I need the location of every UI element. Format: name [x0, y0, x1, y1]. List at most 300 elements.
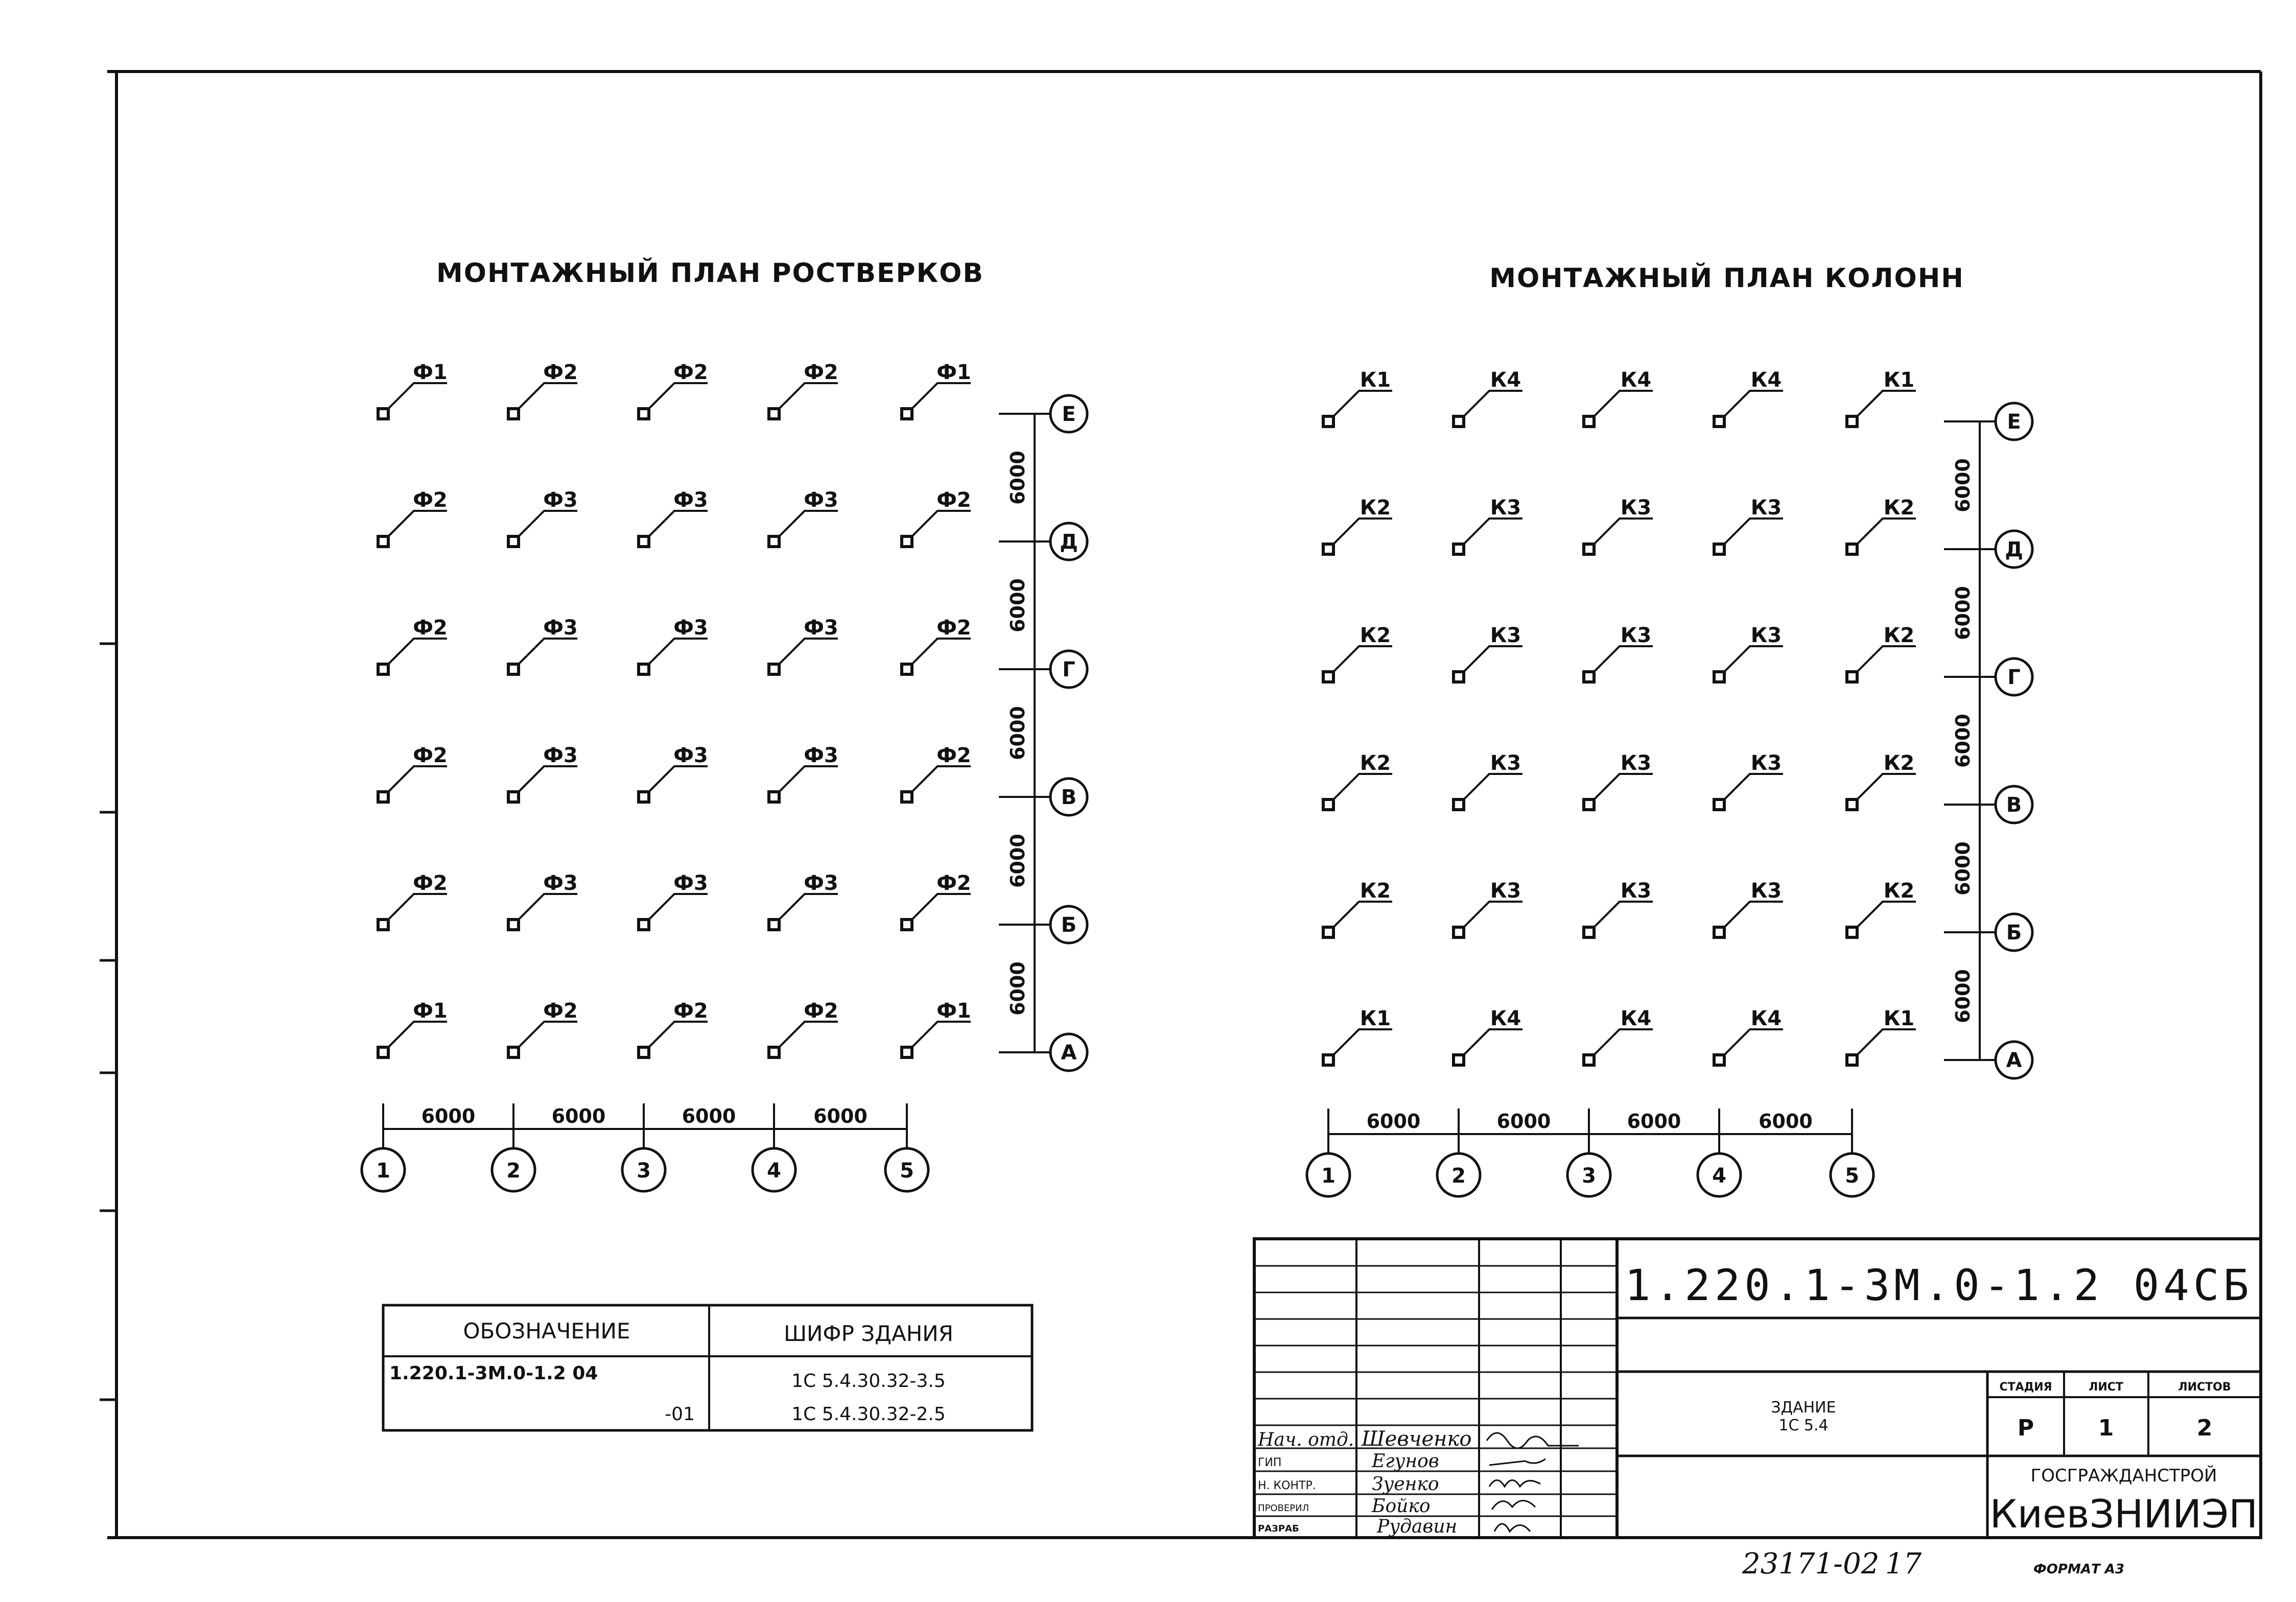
leader-line [911, 511, 971, 537]
element-square [378, 409, 388, 419]
element-square [1454, 927, 1464, 937]
grid-element [1323, 751, 1392, 810]
element-mark-label: Ф1 [936, 999, 971, 1023]
leader-line [1856, 1029, 1916, 1056]
element-mark-label: Ф2 [543, 999, 578, 1023]
column-dimension-label: 6000 [1759, 1110, 1813, 1133]
column-axis-label: 4 [767, 1159, 781, 1183]
element-mark-label: Ф3 [543, 488, 578, 512]
element-square [902, 920, 912, 930]
leader-line [1463, 646, 1522, 673]
grid-element [1584, 751, 1653, 810]
leader-line [648, 383, 708, 410]
organization-line2: КиевЗНИИЭП [1989, 1491, 2258, 1537]
foundation-plan-title: МОНТАЖНЫЙ ПЛАН РОСТВЕРКОВ [436, 258, 984, 289]
element-square [1323, 799, 1333, 810]
element-mark-label: Ф2 [936, 488, 971, 512]
column-plan [1307, 368, 2032, 1196]
person-role: Нач. отд. [1258, 1429, 1354, 1450]
column-axis-label: 5 [900, 1159, 914, 1183]
row-axis-label: Д [2005, 538, 2023, 561]
title-block [1254, 1239, 2261, 1538]
element-square [378, 664, 388, 674]
sheet-value: 1 [2098, 1415, 2114, 1441]
leader-line [1332, 391, 1392, 417]
element-mark-label: Ф2 [936, 616, 971, 640]
element-mark-label: Ф3 [673, 488, 708, 512]
grid-element [1454, 879, 1522, 937]
grid-element [378, 361, 448, 419]
element-square [639, 536, 649, 547]
leader-line [518, 383, 577, 410]
element-mark-label: К3 [1620, 496, 1652, 520]
element-square [1323, 927, 1333, 937]
leader-line [1463, 774, 1522, 800]
element-square [1847, 799, 1857, 810]
leader-line [778, 511, 838, 537]
column-plan-title: МОНТАЖНЫЙ ПЛАН КОЛОНН [1489, 263, 1964, 294]
leader-line [1332, 646, 1392, 673]
column-dimension-label: 6000 [1366, 1110, 1421, 1133]
column-dimension-label: 6000 [1627, 1110, 1681, 1133]
row-axis-label: Е [2007, 410, 2021, 434]
leader-line [778, 383, 838, 410]
element-square [902, 664, 912, 674]
element-square [1584, 1055, 1594, 1065]
grid-element [639, 616, 708, 674]
grid-element [1847, 751, 1916, 810]
sheets-header: ЛИСТОВ [2178, 1381, 2231, 1394]
grid-element [902, 488, 971, 547]
element-mark-label: К3 [1750, 751, 1782, 775]
element-square [1584, 544, 1594, 554]
document-code: 1.220.1-3М.0-1.2 04СБ [1624, 1260, 2254, 1310]
grid-element [1323, 368, 1392, 427]
column-dimension-label: 6000 [1496, 1110, 1551, 1133]
leader-line [1463, 391, 1522, 417]
grid-element [508, 744, 578, 802]
element-square [902, 1047, 912, 1057]
sheet-name-line2: 1С 5.4 [1778, 1417, 1829, 1434]
table-row-designation: 1.220.1-3М.0-1.2 04 [389, 1363, 598, 1384]
element-mark-label: Ф3 [673, 871, 708, 895]
row-dimension-label: 6000 [1006, 451, 1029, 505]
element-square [1584, 927, 1594, 937]
column-axis-label: 3 [637, 1159, 651, 1183]
grid-element [769, 744, 838, 802]
grid-element [769, 871, 838, 930]
column-axis-label: 4 [1712, 1164, 1726, 1188]
element-mark-label: К1 [1883, 368, 1915, 392]
column-axis-label: 5 [1845, 1164, 1859, 1188]
row-dimension-label: 6000 [1006, 706, 1029, 760]
leader-line [387, 639, 447, 665]
element-mark-label: К2 [1883, 879, 1915, 903]
leader-line [1856, 774, 1916, 800]
leader-line [518, 511, 577, 537]
element-square [508, 792, 519, 802]
row-axis-label: А [1061, 1041, 1077, 1065]
leader-line [1463, 1029, 1522, 1056]
grid-element [1584, 879, 1653, 937]
person-role: ГИП [1258, 1456, 1282, 1469]
element-square [902, 409, 912, 419]
leader-line [648, 766, 708, 793]
column-axis-label: 1 [1321, 1164, 1336, 1188]
element-mark-label: Ф3 [804, 488, 838, 512]
element-square [1323, 544, 1333, 554]
element-mark-label: К4 [1750, 1007, 1782, 1030]
element-mark-label: К3 [1750, 496, 1782, 520]
row-dimension-label: 6000 [1952, 714, 1974, 768]
element-square [902, 536, 912, 547]
element-mark-label: Ф2 [413, 488, 448, 512]
grid-element [508, 871, 578, 930]
element-mark-label: К2 [1883, 624, 1915, 647]
column-axis-label: 2 [506, 1159, 521, 1183]
leader-line [518, 894, 577, 921]
grid-element [902, 361, 971, 419]
element-mark-label: К2 [1360, 496, 1391, 520]
grid-element [1847, 496, 1916, 554]
leader-line [1593, 1029, 1653, 1056]
element-square [639, 409, 649, 419]
sheet-header: ЛИСТ [2089, 1381, 2123, 1394]
person-role: РАЗРАБ [1258, 1523, 1299, 1534]
column-axis-label: 3 [1582, 1164, 1596, 1188]
element-square [1584, 416, 1594, 427]
element-square [1323, 672, 1333, 682]
row-dimension-label: 6000 [1006, 834, 1029, 888]
stage-header: СТАДИЯ [1999, 1381, 2052, 1394]
element-square [769, 409, 779, 419]
element-square [639, 664, 649, 674]
leader-line [1332, 519, 1392, 545]
element-square [1584, 799, 1594, 810]
element-square [1714, 416, 1724, 427]
element-mark-label: Ф2 [413, 616, 448, 640]
grid-element [902, 744, 971, 802]
element-mark-label: К3 [1620, 624, 1652, 647]
leader-line [1593, 774, 1653, 800]
element-mark-label: Ф2 [804, 361, 838, 384]
column-axis-label: 1 [376, 1159, 390, 1183]
element-mark-label: Ф3 [543, 616, 578, 640]
grid-element [769, 999, 838, 1057]
column-axis-label: 2 [1451, 1164, 1466, 1188]
leader-line [648, 639, 708, 665]
row-axis-label: Б [1061, 913, 1077, 937]
grid-element [639, 871, 708, 930]
element-mark-label: Ф2 [543, 361, 578, 384]
person-name: Зуенко [1372, 1474, 1439, 1495]
element-mark-label: К2 [1360, 879, 1391, 903]
element-mark-label: Ф2 [673, 361, 708, 384]
element-square [1847, 1055, 1857, 1065]
leader-line [518, 639, 577, 665]
grid-element [902, 999, 971, 1057]
grid-element [378, 999, 448, 1057]
element-square [1847, 927, 1857, 937]
element-mark-label: К4 [1620, 1007, 1652, 1030]
table-row-code: 1С 5.4.30.32-3.5 [791, 1371, 946, 1392]
grid-element [639, 488, 708, 547]
row-dimension-label: 6000 [1952, 458, 1974, 512]
element-square [1714, 799, 1724, 810]
element-square [1323, 416, 1333, 427]
leader-line [911, 766, 971, 793]
grid-element [1454, 496, 1522, 554]
grid-element [1323, 1007, 1392, 1065]
leader-line [387, 511, 447, 537]
leader-line [1332, 902, 1392, 928]
person-name: Егунов [1372, 1451, 1439, 1472]
grid-element [1323, 624, 1392, 682]
person-role: Н. КОНТР. [1258, 1479, 1316, 1492]
grid-element [1584, 1007, 1653, 1065]
element-mark-label: Ф2 [413, 744, 448, 767]
element-square [378, 1047, 388, 1057]
table-row-designation: -01 [665, 1404, 695, 1425]
leader-line [778, 1022, 838, 1048]
leader-line [911, 383, 971, 410]
grid-element [1323, 879, 1392, 937]
element-square [378, 536, 388, 547]
element-mark-label: К1 [1883, 1007, 1915, 1030]
element-mark-label: К3 [1490, 496, 1521, 520]
inventory-number: 23171-02 [1742, 1547, 1880, 1581]
grid-element [1714, 368, 1783, 427]
element-square [1714, 672, 1724, 682]
element-mark-label: Ф2 [413, 871, 448, 895]
leader-line [778, 766, 838, 793]
element-square [769, 792, 779, 802]
grid-element [902, 871, 971, 930]
grid-element [639, 999, 708, 1057]
element-mark-label: К2 [1883, 751, 1915, 775]
grid-element [508, 361, 578, 419]
paper-format: ФОРМАТ А3 [2033, 1562, 2124, 1577]
row-axis-label: А [2006, 1049, 2022, 1072]
person-name: Шевченко [1362, 1427, 1472, 1451]
element-mark-label: К4 [1620, 368, 1652, 392]
person-name: Бойко [1372, 1496, 1431, 1517]
element-square [1847, 672, 1857, 682]
grid-element [639, 744, 708, 802]
element-square [1454, 672, 1464, 682]
element-mark-label: К2 [1360, 751, 1391, 775]
element-square [1714, 927, 1724, 937]
leader-line [1332, 774, 1392, 800]
element-mark-label: Ф2 [673, 999, 708, 1023]
leader-line [1593, 391, 1653, 417]
element-mark-label: К3 [1490, 751, 1521, 775]
leader-line [648, 511, 708, 537]
leader-line [387, 894, 447, 921]
element-square [1584, 672, 1594, 682]
grid-element [1584, 496, 1653, 554]
grid-element [1714, 751, 1783, 810]
grid-element [378, 488, 448, 547]
grid-element [902, 616, 971, 674]
grid-element [1847, 368, 1916, 427]
page-number: 17 [1885, 1547, 1922, 1581]
row-axis-label: Д [1060, 530, 1078, 554]
element-square [1454, 1055, 1464, 1065]
row-dimension-label: 6000 [1006, 961, 1029, 1016]
element-square [1714, 1055, 1724, 1065]
sheets-value: 2 [2196, 1415, 2213, 1441]
element-mark-label: Ф2 [804, 999, 838, 1023]
leader-line [1332, 1029, 1392, 1056]
element-mark-label: К1 [1360, 368, 1391, 392]
element-square [769, 536, 779, 547]
element-mark-label: Ф3 [804, 744, 838, 767]
grid-element [1847, 624, 1916, 682]
grid-element [1847, 879, 1916, 937]
row-axis-label: В [1061, 786, 1077, 809]
element-mark-label: К2 [1360, 624, 1391, 647]
row-dimension-label: 6000 [1006, 578, 1029, 632]
element-mark-label: Ф1 [413, 999, 448, 1023]
row-axis-label: Б [2006, 921, 2022, 945]
grid-element [1584, 624, 1653, 682]
leader-line [1723, 1029, 1783, 1056]
column-dimension-label: 6000 [551, 1105, 606, 1127]
organization-line1: ГОСГРАЖДАНСТРОЙ [2030, 1466, 2217, 1486]
leader-line [1723, 902, 1783, 928]
leader-line [1723, 519, 1783, 545]
column-dimension-label: 6000 [421, 1105, 476, 1127]
element-mark-label: К1 [1360, 1007, 1391, 1030]
element-square [508, 664, 519, 674]
row-axis-label: В [2006, 793, 2022, 817]
element-square [1454, 544, 1464, 554]
grid-element [1714, 879, 1783, 937]
element-mark-label: К3 [1620, 751, 1652, 775]
element-square [1454, 799, 1464, 810]
grid-element [508, 488, 578, 547]
element-square [508, 1047, 519, 1057]
element-square [1323, 1055, 1333, 1065]
element-mark-label: К4 [1490, 368, 1521, 392]
grid-element [1454, 624, 1522, 682]
element-square [508, 409, 519, 419]
grid-element [1847, 1007, 1916, 1065]
element-mark-label: К3 [1620, 879, 1652, 903]
grid-element [769, 488, 838, 547]
element-square [508, 536, 519, 547]
grid-element [378, 871, 448, 930]
element-square [769, 664, 779, 674]
leader-line [648, 1022, 708, 1048]
element-mark-label: Ф2 [936, 744, 971, 767]
element-square [639, 1047, 649, 1057]
leader-line [778, 894, 838, 921]
element-square [902, 792, 912, 802]
leader-line [518, 1022, 577, 1048]
column-dimension-label: 6000 [682, 1105, 736, 1127]
leader-line [387, 766, 447, 793]
person-role: ПРОВЕРИЛ [1258, 1503, 1309, 1514]
element-mark-label: К4 [1750, 368, 1782, 392]
grid-element [1454, 751, 1522, 810]
element-square [1847, 416, 1857, 427]
leader-line [1463, 519, 1522, 545]
leader-line [911, 639, 971, 665]
leader-line [1593, 519, 1653, 545]
table-header-code: ШИФР ЗДАНИЯ [784, 1321, 953, 1346]
element-square [769, 920, 779, 930]
grid-element [1714, 624, 1783, 682]
leader-line [518, 766, 577, 793]
grid-element [1714, 1007, 1783, 1065]
element-mark-label: Ф3 [804, 616, 838, 640]
grid-element [508, 999, 578, 1057]
row-axis-label: Е [1062, 403, 1076, 426]
grid-element [769, 361, 838, 419]
element-square [1714, 544, 1724, 554]
grid-element [1454, 1007, 1522, 1065]
element-square [378, 792, 388, 802]
row-dimension-label: 6000 [1952, 841, 1974, 896]
element-mark-label: К3 [1490, 624, 1521, 647]
foundation-plan [362, 361, 1087, 1191]
grid-element [378, 616, 448, 674]
leader-line [648, 894, 708, 921]
leader-line [1593, 646, 1653, 673]
grid-element [1584, 368, 1653, 427]
table-row-code: 1С 5.4.30.32-2.5 [791, 1404, 946, 1425]
grid-element [1714, 496, 1783, 554]
row-dimension-label: 6000 [1952, 969, 1974, 1023]
element-mark-label: К3 [1750, 879, 1782, 903]
element-mark-label: К3 [1490, 879, 1521, 903]
column-dimension-label: 6000 [813, 1105, 868, 1127]
grid-element [769, 616, 838, 674]
leader-line [911, 894, 971, 921]
grid-element [639, 361, 708, 419]
leader-line [911, 1022, 971, 1048]
leader-line [778, 639, 838, 665]
element-mark-label: Ф1 [936, 361, 971, 384]
leader-line [1856, 902, 1916, 928]
leader-line [1856, 519, 1916, 545]
leader-line [1593, 902, 1653, 928]
row-dimension-label: 6000 [1952, 586, 1974, 640]
element-mark-label: Ф3 [673, 744, 708, 767]
leader-line [1856, 646, 1916, 673]
element-mark-label: Ф3 [673, 616, 708, 640]
element-mark-label: Ф3 [543, 744, 578, 767]
element-square [508, 920, 519, 930]
element-mark-label: К3 [1750, 624, 1782, 647]
designation-table [383, 1305, 1032, 1430]
element-mark-label: Ф3 [543, 871, 578, 895]
leader-line [387, 383, 447, 410]
element-mark-label: Ф1 [413, 361, 448, 384]
element-square [769, 1047, 779, 1057]
grid-element [508, 616, 578, 674]
grid-element [1323, 496, 1392, 554]
element-mark-label: К4 [1490, 1007, 1521, 1030]
leader-line [1723, 391, 1783, 417]
person-name: Рудавин [1377, 1516, 1458, 1537]
leader-line [1723, 774, 1783, 800]
element-square [1847, 544, 1857, 554]
row-axis-label: Г [1062, 658, 1075, 681]
element-mark-label: К2 [1883, 496, 1915, 520]
